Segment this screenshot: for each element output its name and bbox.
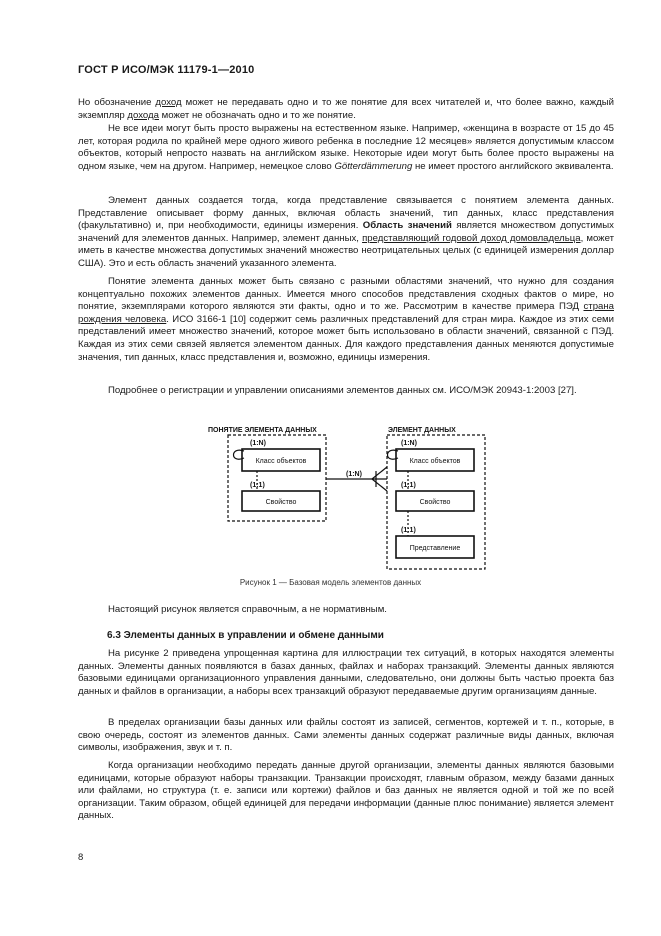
figure-1-diagram (200, 424, 500, 570)
document-header: ГОСТ Р ИСО/МЭК 11179-1—2010 (78, 64, 255, 76)
text: может не обозначать одно и то же понятие. (159, 109, 356, 121)
paragraph-3 (78, 195, 614, 271)
text: Не все идеи могут быть просто выражены на естественном языке. Например, «женщина в возрасте от 15 до 45 лет, которая родила по крайней мере одного живого ребенка в последние 12 месяцев» является допустимым классом объектов, который непросто назвать на английском языке. Некоторые идеи могут быть более просто выражены на одном языке, чем на другом. Например, немецкое слово (78, 123, 614, 172)
italic-term: Götterdämmerung (334, 160, 413, 172)
paragraph-2 (78, 123, 614, 173)
left-property-label: Свойство (265, 499, 297, 506)
paragraph-1 (78, 97, 614, 122)
underlined-term: дохода (127, 109, 159, 121)
right-property-label: Свойство (419, 499, 451, 506)
paragraph-5: Подробнее о регистрации и управлении описаниями элементов данных см. ИСО/МЭК 20943-1:2003 [27]. (108, 385, 577, 396)
left-object-class-label: Класс объектов (255, 458, 307, 465)
paragraph-8: Когда организации необходимо передать данные другой организации, элементы данных являются базовыми единицами, которые образуют наборы транзакции. Транзакции происходят, главным образом, между базами данных или файлами, но структура (т. е. записи или кортежи) файлов и баз данных не является одной и той же по всей организации. Таким образом, общей единицей для передачи информации (данные плюс понимание) является элемент данных. (78, 760, 614, 822)
text: . ИСО 3166-1 [10] содержит семь различных представлений для стран мира. Каждое из этих семи представлений имеет множество значений, которое может быть использовано в области значений, связанной с ПЭД. Каждая из этих семи связей является элементом данных. Для каждого представления данных меняются допустимые значения, тип данных, класс представления и, возможно, единицы измерения. (78, 313, 614, 363)
cardinality-label: (1:1) (250, 482, 265, 489)
cardinality-label: (1:N) (401, 440, 417, 447)
right-representation-label: Представление (409, 545, 461, 552)
right-group-title: ЭЛЕМЕНТ ДАННЫХ (388, 427, 456, 434)
er-diagram (200, 424, 500, 570)
figure-note: Настоящий рисунок является справочным, а не нормативным. (108, 604, 387, 615)
underlined-term: доход (155, 97, 182, 108)
paragraph-6: На рисунке 2 приведена упрощенная картина для иллюстрации тех ситуаций, в которых находятся элементы данных. Элементы данных появляются в базах данных, файлах и наборах транзакций. Элементы данных являются базовыми единицами организационного управления данными, следовательно, они должны быть частью проекта баз данных и файлов в организации, а наборы всех транзакций образуют передаваемые другим организациям данные. (78, 648, 614, 697)
section-heading: 6.3 Элементы данных в управлении и обмене данными (107, 630, 384, 641)
cardinality-label: (1:1) (401, 482, 416, 489)
right-object-class-label: Класс объектов (409, 458, 461, 465)
text: Понятие элемента данных может быть связано с разными областями значений, что нужно для создания концептуально похожих элементов данных. Имеется много способов представления сходных фактов о мире, но понятие, экземплярами которого являются эти факты, одно и то же. Рассмотрим в качестве примера ПЭД (78, 276, 614, 313)
underlined-term: представляющий годовой доход домовладельца (362, 232, 581, 244)
text: Элемент данных создается тогда, когда представление связывается с понятием элемента данных. Представление описывает форму данных, включая область значений, тип данных, класс представления (факультативно) и, при необходимости, единицы измерения. (78, 195, 614, 232)
cardinality-label: (1:1) (401, 527, 416, 534)
paragraph-4 (78, 276, 614, 364)
text: не имеет простого английского эквивалента. (412, 160, 614, 172)
figure-caption: Рисунок 1 — Базовая модель элементов данных (239, 578, 422, 587)
bold-term: Область значений (362, 220, 452, 232)
text: может не передавать одно и то же понятие для всех читателей и, что более важно, каждый экземпляр (78, 97, 614, 121)
text: Но обозначение (78, 97, 156, 108)
page-number: 8 (78, 852, 84, 863)
text: является множеством допустимых значений для элементов данных. Например, элемент данных, (78, 220, 614, 244)
text: , может иметь в качестве множества допустимых значений множество неотрицательных целых (с единицей измерения доллар США). Это и есть область значений указанного элемента. (78, 232, 614, 269)
paragraph-7: В пределах организации базы данных или файлы состоят из записей, сегментов, кортежей и т. п., которые, в свою очередь, состоят из элементов данных. Сами элементы данных содержат различные виды данных, включая символы, изображения, звук и т. п. (78, 717, 614, 754)
left-group-title: ПОНЯТИЕ ЭЛЕМЕНТА ДАННЫХ (208, 427, 317, 434)
underlined-term: страна рождения человека (78, 301, 614, 325)
cardinality-label: (1:N) (250, 440, 266, 447)
link-cardinality-label: (1:N) (346, 471, 362, 478)
